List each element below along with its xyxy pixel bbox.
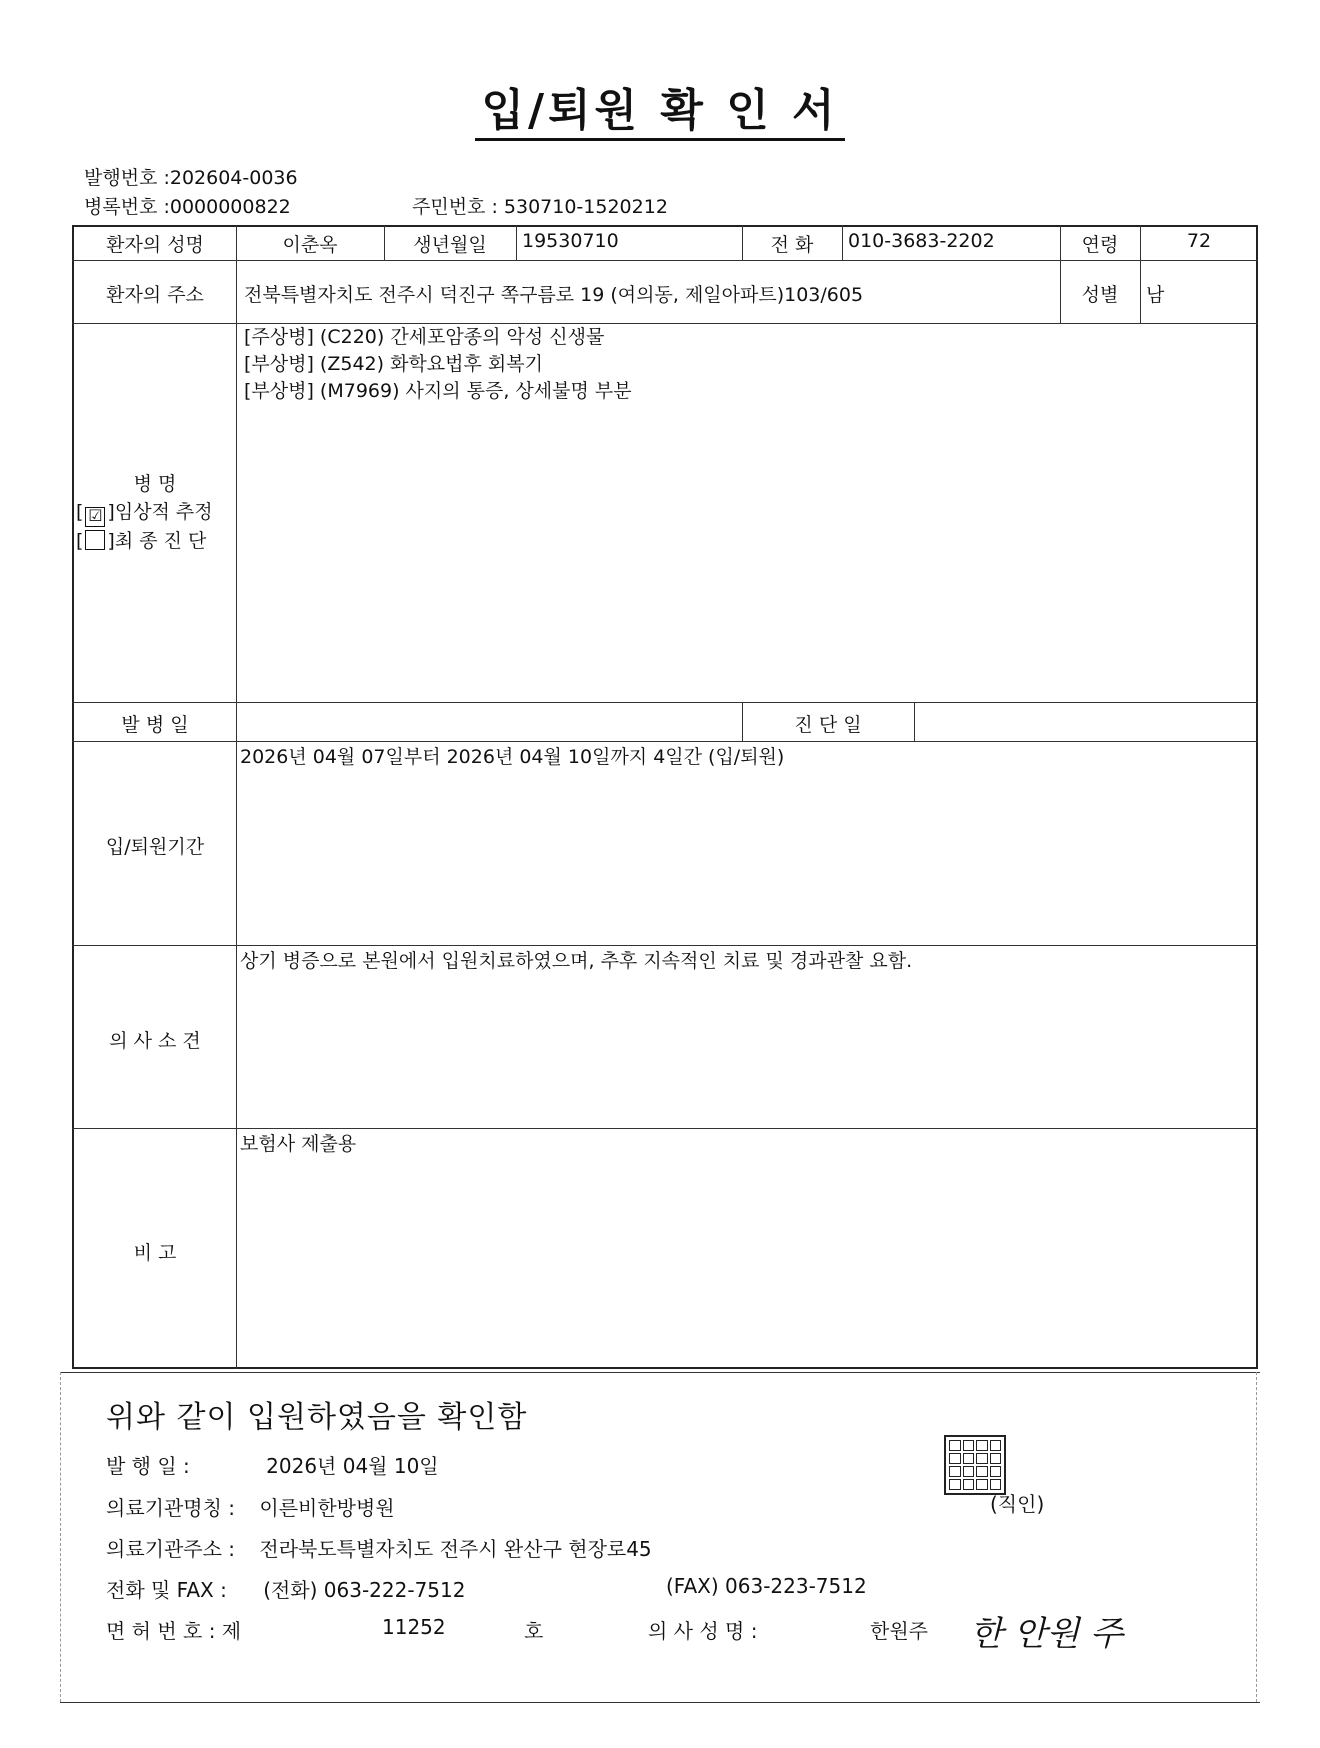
document-title: 입/퇴원 확 인 서 [0, 74, 1320, 138]
final-diagnosis-option[interactable]: [ ]최 종 진 단 [76, 530, 207, 552]
onset-label: 발 병 일 [121, 714, 189, 736]
admission-label: 입/퇴원기간 [105, 836, 205, 858]
resident-number: 주민번호 : 530710-1520212 [412, 196, 668, 218]
name-label: 환자의 성명 [106, 234, 204, 256]
doctor-name: 한원주 [870, 1619, 928, 1643]
license-number: 11252 [382, 1615, 446, 1639]
sex-label: 성별 [1081, 284, 1119, 306]
issue-number: 발행번호 :202604-0036 [84, 167, 298, 189]
license-row: 면 허 번 호 : 제 [106, 1619, 242, 1643]
clinical-estimate-option[interactable]: [ ☑ ]임상적 추정 [76, 501, 213, 525]
org-address: 전라북도특별자치도 전주시 완산구 현장로45 [259, 1537, 652, 1561]
seal-label: (직인) [990, 1492, 1045, 1516]
admission-period: 2026년 04월 07일부터 2026년 04월 10일까지 4일간 (입/퇴원) [240, 746, 785, 768]
tel-fax-row: 전화 및 FAX : (전화) 063-222-7512 [106, 1578, 466, 1602]
patient-sex: 남 [1146, 284, 1165, 306]
org-address-row: 의료기관주소 : 전라북도특별자치도 전주시 완산구 현장로45 [106, 1537, 652, 1561]
diagnosis-date-label: 진 단 일 [794, 714, 862, 736]
diagnosis-line: [부상병] (M7969) 사지의 통증, 상세불명 부분 [244, 380, 632, 402]
remarks-text: 보험사 제출용 [240, 1133, 357, 1155]
patient-birth: 19530710 [522, 230, 619, 252]
patient-name: 이춘옥 [282, 234, 338, 256]
doctor-signature: 한 안원 주 [970, 1614, 1123, 1654]
hospital-seal [944, 1435, 1006, 1495]
address-label: 환자의 주소 [106, 284, 204, 306]
birth-label: 생년월일 [413, 234, 487, 256]
diagnosis-label: 병 명 [133, 473, 177, 495]
diagnosis-line: [부상병] (Z542) 화학요법후 회복기 [244, 353, 543, 375]
tel-number: (전화) 063-222-7512 [263, 1578, 466, 1602]
patient-phone: 010-3683-2202 [848, 230, 995, 252]
doctor-opinion: 상기 병증으로 본원에서 입원치료하였으며, 추후 지속적인 치료 및 경과관찰 요함. [240, 950, 913, 972]
clinical-estimate-checkbox[interactable]: ☑ [85, 507, 105, 527]
fax-number: (FAX) 063-223-7512 [666, 1574, 867, 1598]
patient-address: 전북특별자치도 전주시 덕진구 쪽구름로 19 (여의동, 제일아파트)103/605 [244, 284, 864, 306]
issue-date-row: 발 행 일 : 2026년 04월 10일 [106, 1454, 439, 1478]
diagnosis-line: [주상병] (C220) 간세포암종의 악성 신생물 [244, 326, 605, 348]
license-suffix: 호 [524, 1619, 544, 1643]
org-name-row: 의료기관명칭 : 이른비한방병원 [106, 1496, 395, 1520]
record-number: 병록번호 :0000000822 [84, 196, 291, 218]
confirmation-statement: 위와 같이 입원하였음을 확인함 [106, 1400, 528, 1435]
remarks-label: 비 고 [133, 1242, 177, 1264]
age-label: 연령 [1081, 234, 1119, 256]
diagnosis-lines [244, 324, 632, 405]
final-diagnosis-checkbox[interactable] [85, 530, 105, 550]
phone-label: 전 화 [770, 234, 814, 256]
opinion-label: 의 사 소 견 [109, 1030, 201, 1052]
patient-age: 72 [1186, 230, 1212, 252]
issue-date: 2026년 04월 10일 [266, 1454, 439, 1478]
diagnosis-label-block [74, 470, 236, 555]
org-name: 이른비한방병원 [259, 1496, 395, 1520]
doctor-label: 의 사 성 명 : [648, 1619, 758, 1643]
